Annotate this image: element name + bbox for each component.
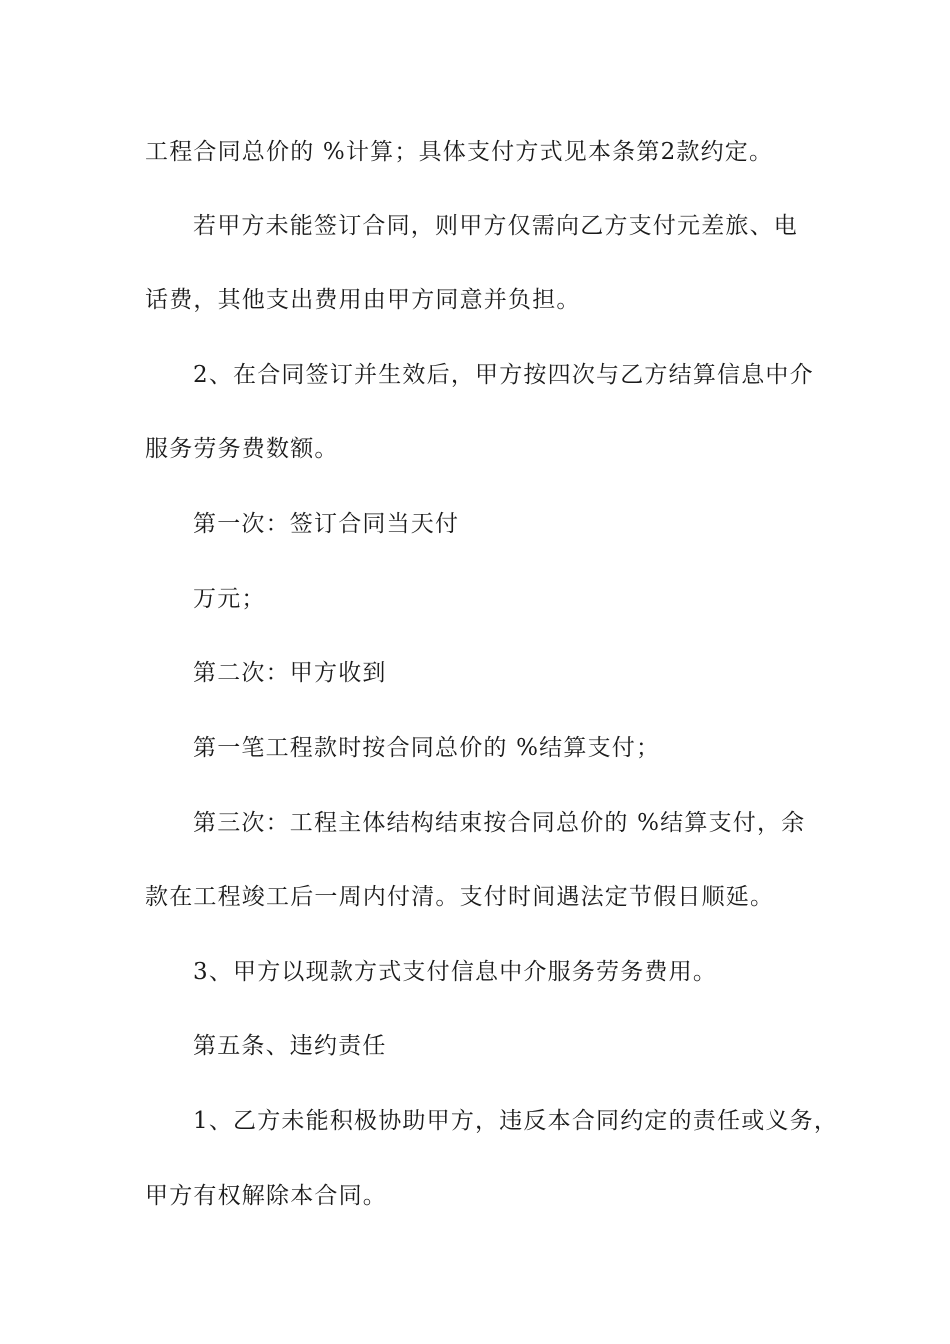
paragraph-line: 服务劳务费数额。 bbox=[145, 436, 339, 462]
paragraph-line: 第二次：甲方收到 bbox=[193, 660, 387, 686]
paragraph-line: 甲方有权解除本合同。 bbox=[145, 1183, 387, 1209]
paragraph-line: 2、在合同签订并生效后，甲方按四次与乙方结算信息中介 bbox=[193, 362, 814, 388]
paragraph-line: 第三次：工程主体结构结束按合同总价的 %结算支付，余 bbox=[193, 810, 806, 836]
paragraph-line: 款在工程竣工后一周内付清。支付时间遇法定节假日顺延。 bbox=[145, 884, 775, 910]
paragraph-line: 若甲方未能签订合同，则甲方仅需向乙方支付元差旅、电 bbox=[193, 213, 798, 239]
paragraph-line: 万元； bbox=[193, 586, 266, 612]
section-heading: 第五条、违约责任 bbox=[193, 1033, 387, 1059]
paragraph-line: 工程合同总价的 %计算；具体支付方式见本条第2款约定。 bbox=[145, 139, 774, 165]
paragraph-line: 第一次：签订合同当天付 bbox=[193, 511, 460, 537]
paragraph-line: 第一笔工程款时按合同总价的 %结算支付； bbox=[193, 735, 661, 761]
paragraph-line: 话费，其他支出费用由甲方同意并负担。 bbox=[145, 287, 581, 313]
paragraph-line: 1、乙方未能积极协助甲方，违反本合同约定的责任或义务， bbox=[193, 1108, 839, 1134]
paragraph-line: 3、甲方以现款方式支付信息中介服务劳务费用。 bbox=[193, 959, 718, 985]
